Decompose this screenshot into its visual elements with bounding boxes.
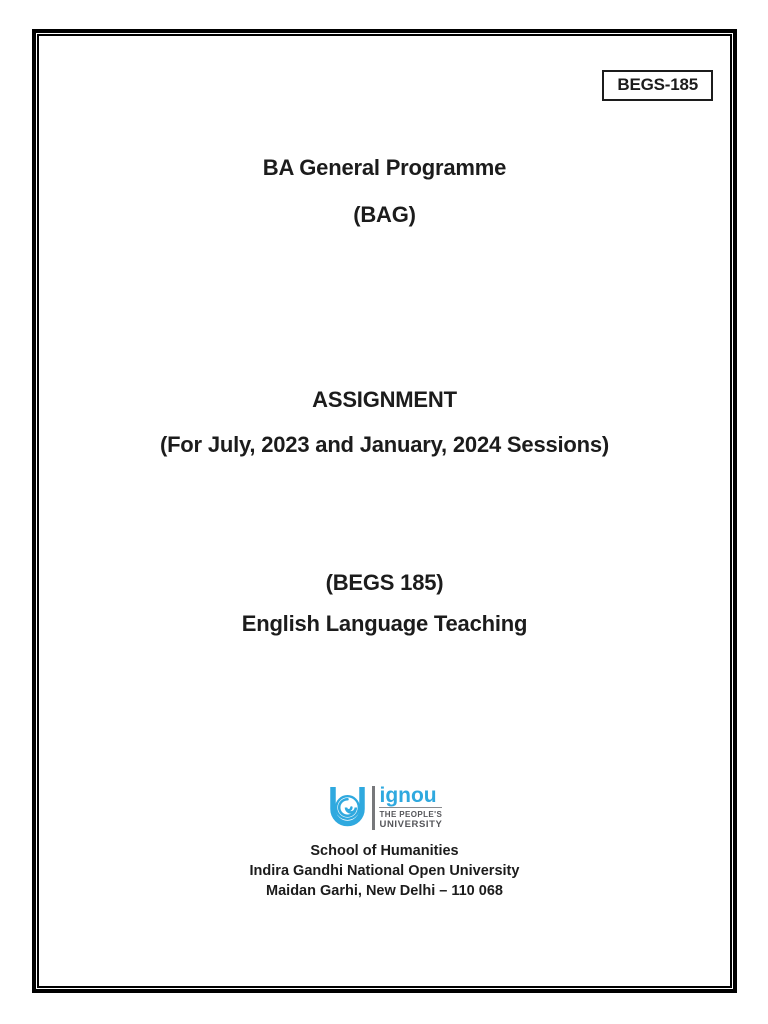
session-line: (For July, 2023 and January, 2024 Sessions) [159, 432, 610, 457]
programme-abbreviation: (BAG) [353, 202, 416, 227]
footer-university: Indira Gandhi National Open University [249, 863, 520, 879]
page-border-inner [37, 34, 732, 988]
ignou-logo [326, 784, 442, 831]
course-code-line: (BEGS 185) [325, 570, 444, 595]
logo-text [379, 783, 443, 830]
course-title: English Language Teaching [241, 611, 528, 636]
logo-divider [372, 786, 375, 830]
assignment-cover-page [39, 36, 730, 986]
logo-tagline-line2: UNIVERSITY [379, 818, 443, 830]
logo-tagline-line1: THE PEOPLE'S [379, 807, 442, 819]
footer-address: Maidan Garhi, New Delhi – 110 068 [266, 883, 503, 899]
programme-title: BA General Programme [262, 155, 507, 180]
footer-school: School of Humanities [310, 843, 459, 859]
assignment-heading: ASSIGNMENT [312, 387, 457, 412]
ignou-emblem-icon [326, 784, 369, 831]
logo-row [39, 784, 730, 831]
page-border-outer [32, 29, 737, 993]
course-code-badge: BEGS-185 [602, 70, 713, 101]
logo-wordmark: ignou [379, 783, 437, 807]
footer-address-block [39, 841, 730, 901]
